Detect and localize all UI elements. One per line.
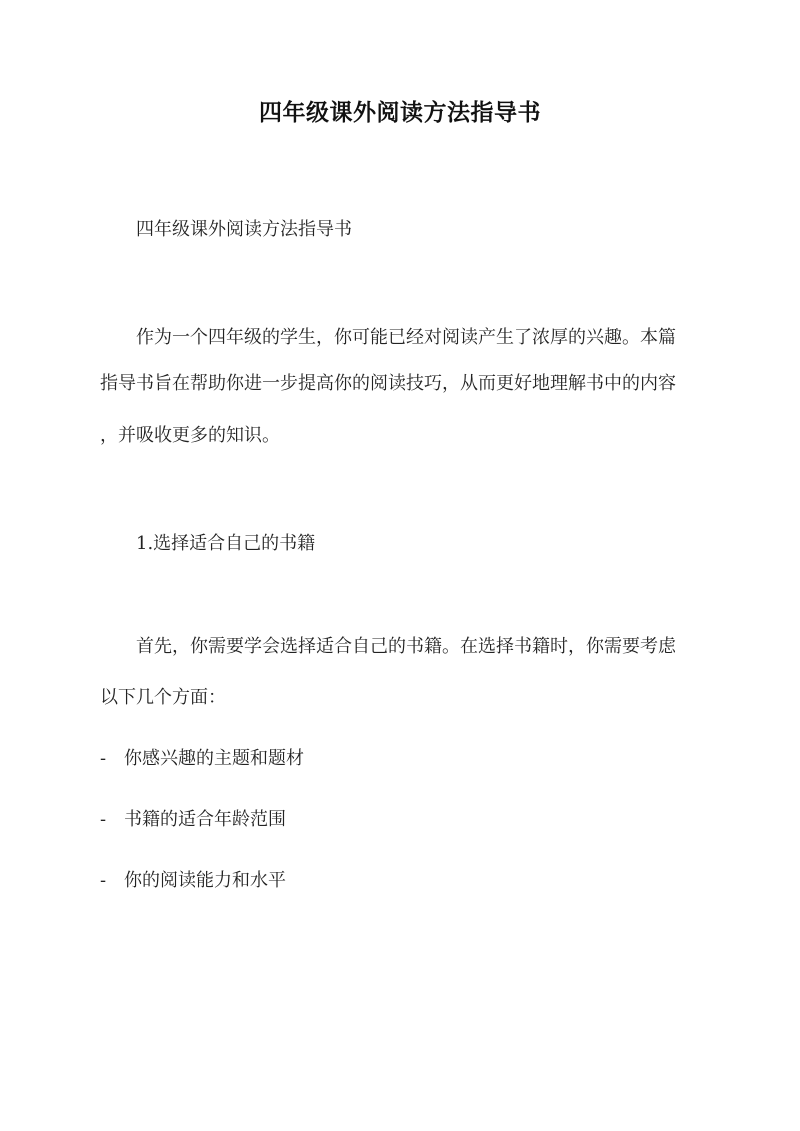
list-item-text: 你感兴趣的主题和题材 bbox=[124, 748, 304, 769]
list-item bbox=[100, 808, 286, 832]
document-title: 四年级课外阅读方法指导书 bbox=[259, 99, 541, 126]
bullet-marker: - bbox=[100, 809, 107, 830]
bullet-marker: - bbox=[100, 870, 107, 891]
intro-line-3: ，并吸收更多的知识。 bbox=[100, 425, 280, 446]
section-para-line-1: 首先，你需要学会选择适合自己的书籍。在选择书籍时，你需要考虑 bbox=[136, 636, 676, 657]
intro-line-1: 作为一个四年级的学生，你可能已经对阅读产生了浓厚的兴趣。本篇 bbox=[136, 327, 676, 348]
list-item-text: 你的阅读能力和水平 bbox=[124, 870, 286, 891]
section-heading: 1.选择适合自己的书籍 bbox=[136, 533, 316, 554]
section-para-line-2: 以下几个方面： bbox=[100, 687, 226, 708]
document-subtitle: 四年级课外阅读方法指导书 bbox=[136, 219, 352, 240]
bullet-marker: - bbox=[100, 748, 107, 769]
list-item bbox=[100, 747, 304, 771]
intro-line-2: 指导书旨在帮助你进一步提高你的阅读技巧，从而更好地理解书中的内容 bbox=[100, 373, 676, 394]
list-item-text: 书籍的适合年龄范围 bbox=[124, 809, 286, 830]
list-item bbox=[100, 869, 286, 893]
